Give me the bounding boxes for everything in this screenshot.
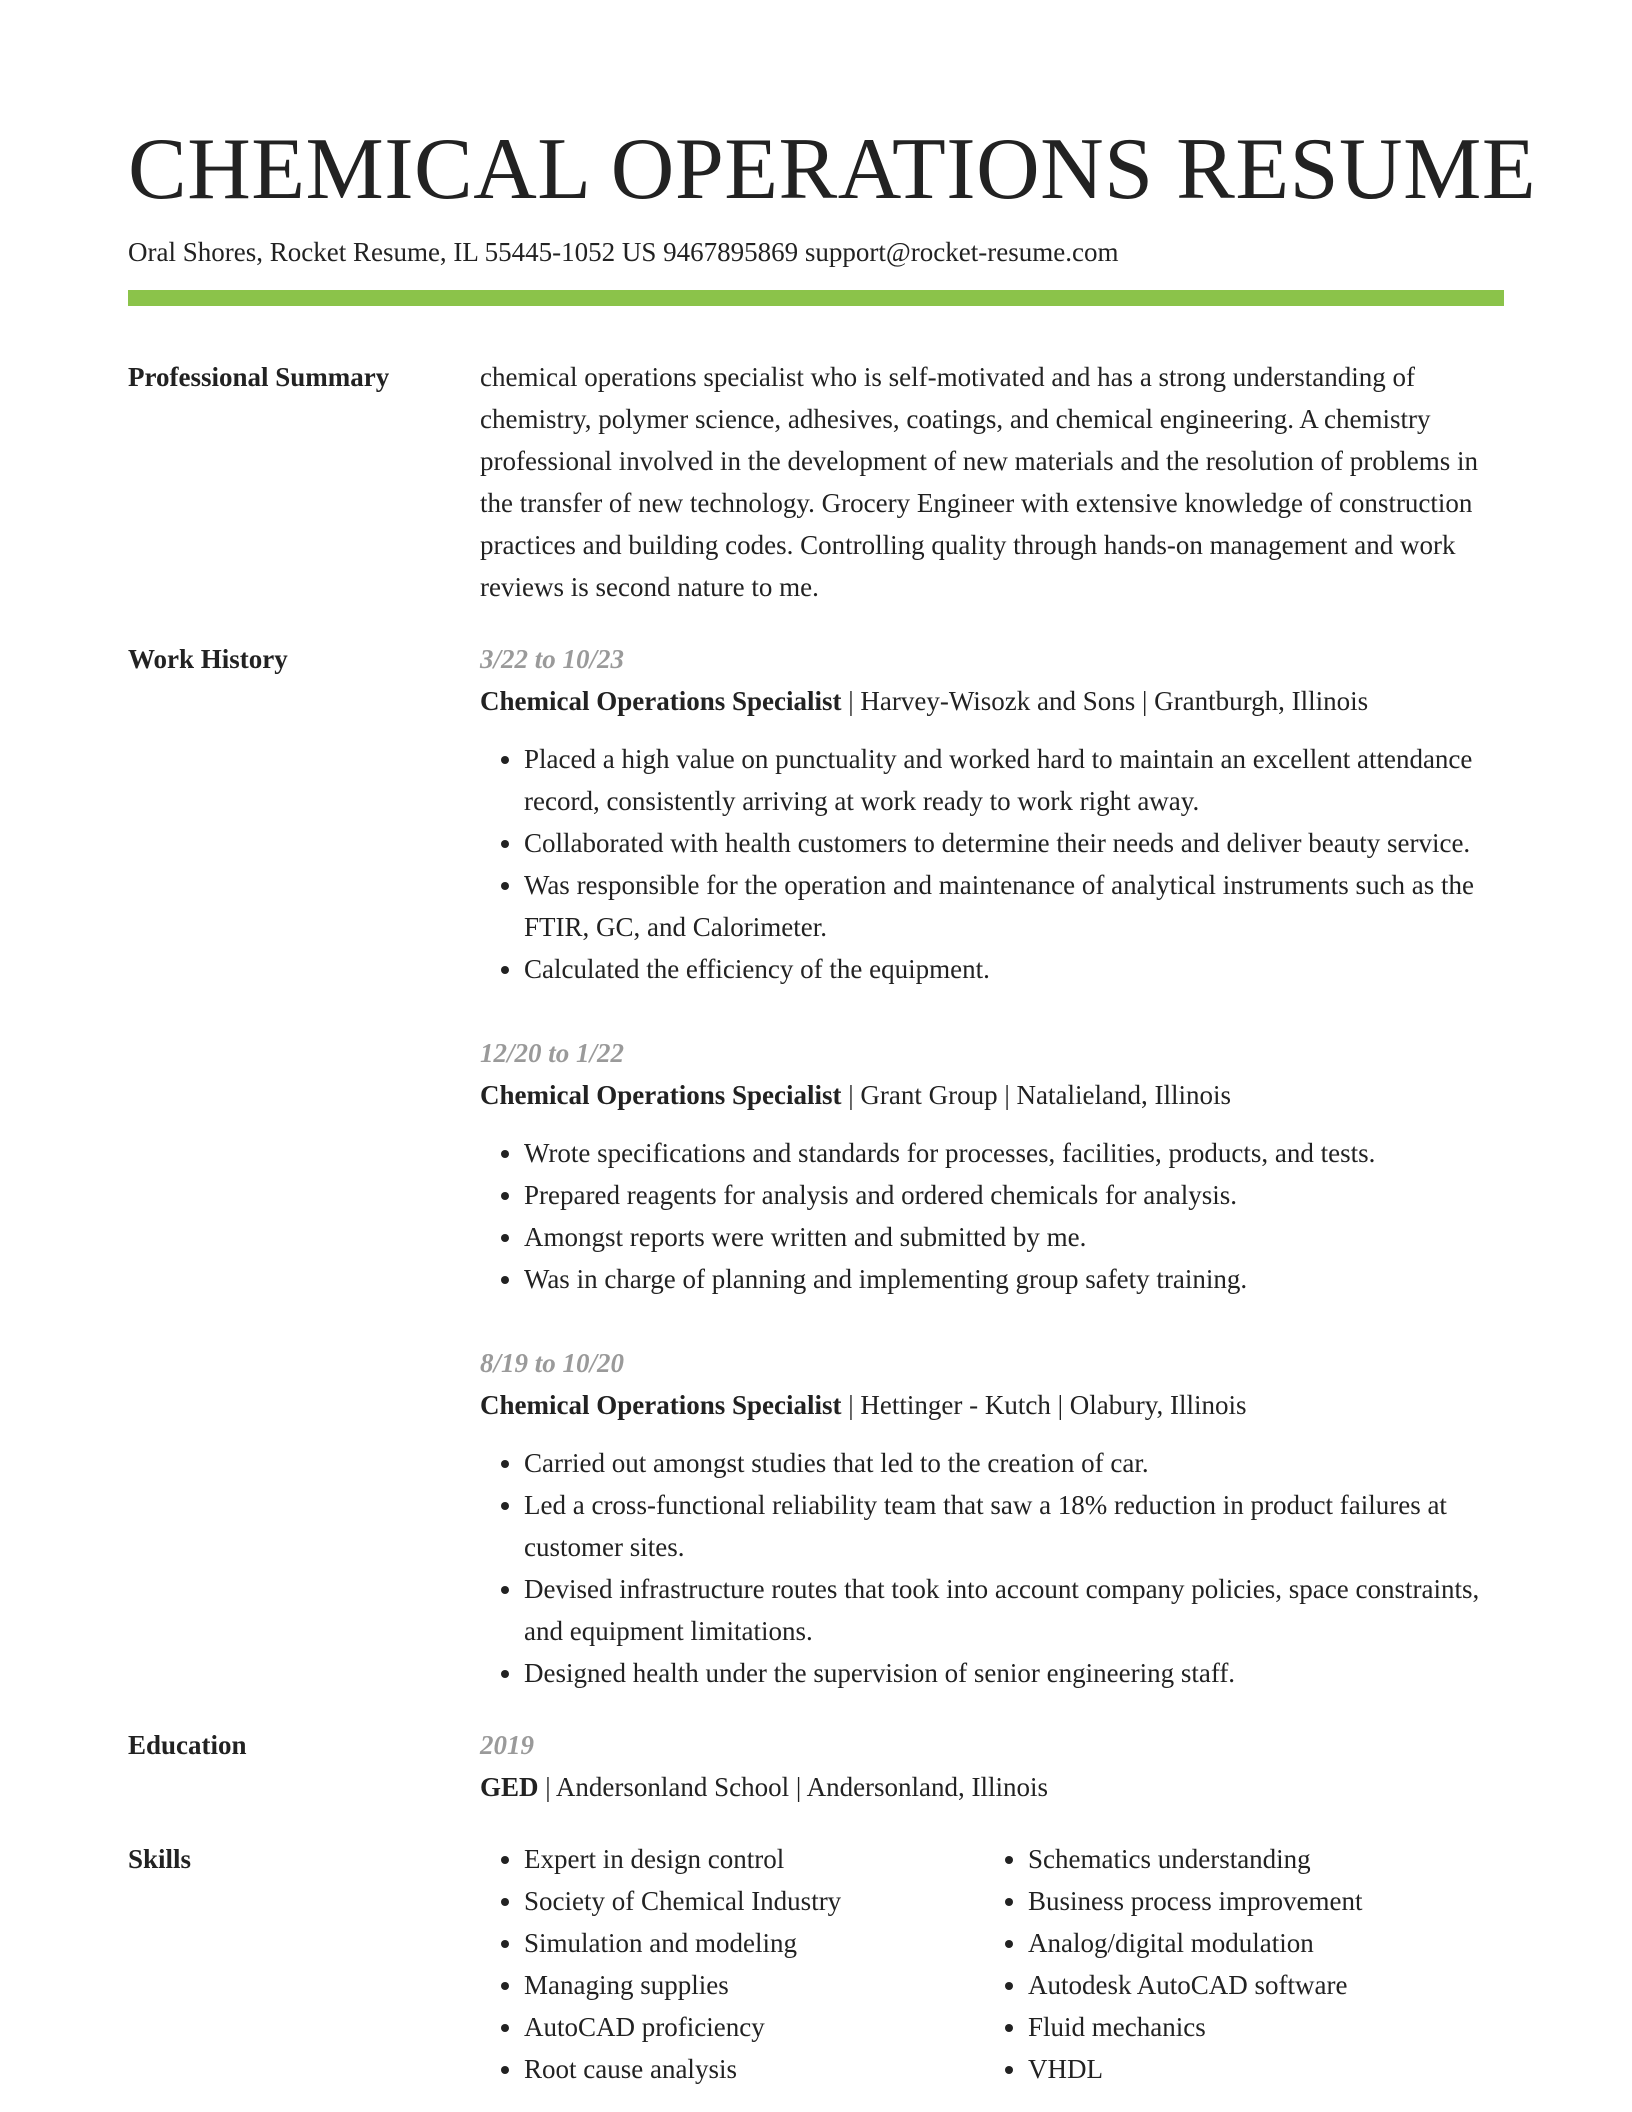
- contact-line: Oral Shores, Rocket Resume, IL 55445-1052 US 9467895869 support@rocket-resume.com: [128, 237, 1119, 267]
- work-history-section: [128, 638, 1504, 1694]
- education-heading: Education: [128, 1730, 247, 1760]
- skill-item: • Business process improvement: [1028, 1880, 1488, 1922]
- job-title: Chemical Operations Specialist: [480, 686, 842, 716]
- work-history-heading: Work History: [128, 644, 288, 674]
- skill-item: • AutoCAD proficiency: [524, 2006, 984, 2048]
- job-bullet: • Led a cross-functional reliability team that saw a 18% reduction in product failures at customer sites.: [524, 1484, 1504, 1568]
- job-bullet: • Was in charge of planning and implementing group safety training.: [524, 1258, 1504, 1300]
- job-bullets: [480, 738, 1504, 990]
- skill-item: • Managing supplies: [524, 1964, 984, 2006]
- job-bullet: • Designed health under the supervision of senior engineering staff.: [524, 1652, 1504, 1694]
- job-entry: [480, 638, 1504, 990]
- education-section: [128, 1724, 1504, 1808]
- job-bullets: [480, 1442, 1504, 1694]
- summary-section: [128, 356, 1504, 608]
- job-employer-location: | Grant Group | Natalieland, Illinois: [841, 1080, 1231, 1110]
- resume-page: [128, 118, 1537, 2090]
- job-title: Chemical Operations Specialist: [480, 1390, 842, 1420]
- job-bullet: • Wrote specifications and standards for processes, facilities, products, and tests.: [524, 1132, 1504, 1174]
- job-title: Chemical Operations Specialist: [480, 1080, 842, 1110]
- job-bullets: [480, 1132, 1504, 1300]
- skill-item: • Root cause analysis: [524, 2048, 984, 2090]
- job-bullet: • Calculated the efficiency of the equipment.: [524, 948, 1504, 990]
- skill-item: • Expert in design control: [524, 1838, 984, 1880]
- accent-divider: [128, 290, 1504, 306]
- skill-item: • Society of Chemical Industry: [524, 1880, 984, 1922]
- resume-title: CHEMICAL OPERATIONS RESUME: [128, 121, 1537, 218]
- skills-heading: Skills: [128, 1844, 192, 1874]
- job-header: [480, 1384, 1504, 1426]
- skill-item: • Simulation and modeling: [524, 1922, 984, 1964]
- skill-item: • VHDL: [1028, 2048, 1488, 2090]
- job-employer-location: | Hettinger - Kutch | Olabury, Illinois: [841, 1390, 1247, 1420]
- job-dates: 8/19 to 10/20: [480, 1348, 625, 1378]
- skills-left-column: [480, 1838, 984, 2090]
- education-degree: GED: [480, 1772, 539, 1802]
- job-bullet: • Collaborated with health customers to determine their needs and deliver beauty service.: [524, 822, 1504, 864]
- work-history-body: [480, 638, 1504, 1694]
- education-school-location: | Andersonland School | Andersonland, Illinois: [538, 1772, 1049, 1802]
- education-body: [480, 1724, 1504, 1808]
- job-bullet: • Amongst reports were written and submitted by me.: [524, 1216, 1504, 1258]
- skills-right-column: [984, 1838, 1488, 2090]
- job-bullet: • Carried out amongst studies that led to the creation of car.: [524, 1442, 1504, 1484]
- education-line: [480, 1766, 1504, 1808]
- job-dates: 12/20 to 1/22: [480, 1038, 625, 1068]
- skill-item: • Schematics understanding: [1028, 1838, 1488, 1880]
- job-dates: 3/22 to 10/23: [480, 644, 625, 674]
- education-year: 2019: [480, 1730, 534, 1760]
- job-header: [480, 1074, 1504, 1116]
- skill-item: • Analog/digital modulation: [1028, 1922, 1488, 1964]
- skill-item: • Autodesk AutoCAD software: [1028, 1964, 1488, 2006]
- job-entry: [480, 1342, 1504, 1694]
- summary-text: chemical operations specialist who is self-motivated and has a strong understanding of chemistry, polymer science, adhesives, coatings, and chemical engineering. A chemistry professional involved in the development of new materials and the resolution of problems in the transfer of new technology. Grocery Engineer with extensive knowledge of construction practices and building codes. Controlling quality through hands-on management and work reviews is second nature to me.: [480, 362, 1479, 602]
- job-employer-location: | Harvey-Wisozk and Sons | Grantburgh, Illinois: [841, 686, 1369, 716]
- job-bullet: • Was responsible for the operation and maintenance of analytical instruments such as the FTIR, GC, and Calorimeter.: [524, 864, 1504, 948]
- job-bullet: • Placed a high value on punctuality and worked hard to maintain an excellent attendance record, consistently arriving at work ready to work right away.: [524, 738, 1504, 822]
- summary-heading: Professional Summary: [128, 362, 390, 392]
- skills-body: [480, 1838, 1504, 2090]
- skills-section: [128, 1838, 1504, 2090]
- skill-item: • Fluid mechanics: [1028, 2006, 1488, 2048]
- job-header: [480, 680, 1504, 722]
- job-bullet: • Prepared reagents for analysis and ordered chemicals for analysis.: [524, 1174, 1504, 1216]
- job-bullet: • Devised infrastructure routes that took into account company policies, space constraints, and equipment limitations.: [524, 1568, 1504, 1652]
- job-entry: [480, 1032, 1504, 1300]
